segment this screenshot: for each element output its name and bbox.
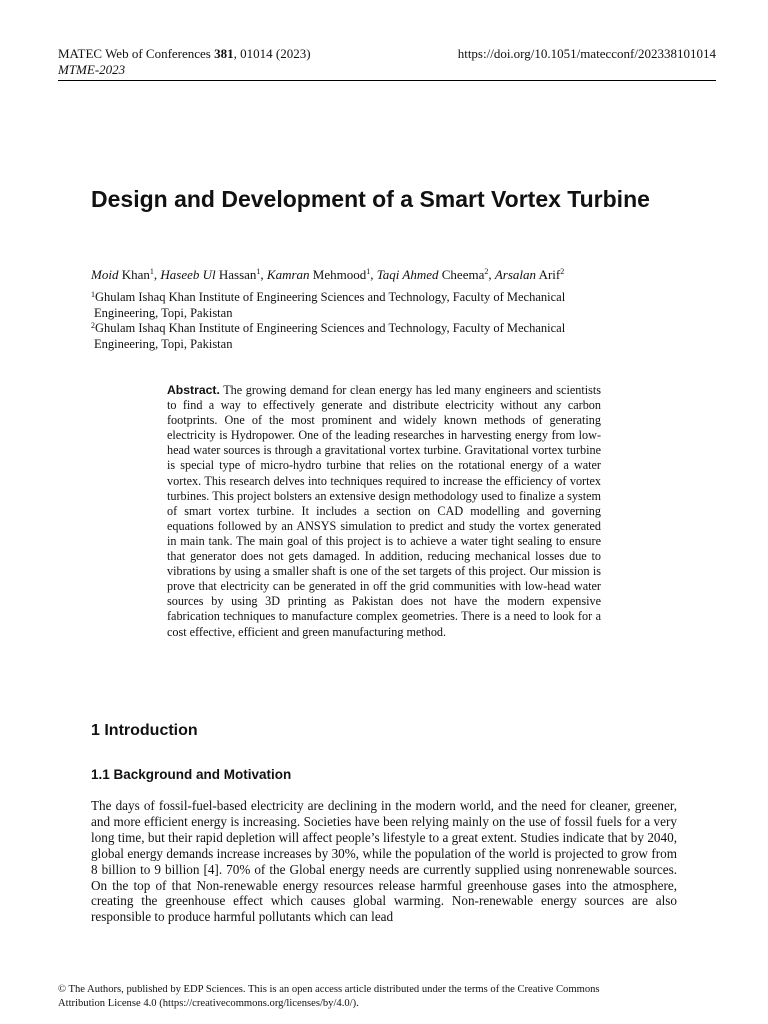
abstract-label: Abstract. bbox=[167, 383, 220, 397]
author-name: Moid Khan$^1$ bbox=[91, 267, 154, 282]
abstract-text: The growing demand for clean energy has led many engineers and scientists to find a way to effectively generate and distribute electricity without any carbon footprints. One of the most prominent and widely known methods of generating electricity is Hydropower. One of the leading researches in harvesting energy from low-head water sources is through a gravitational vortex turbine. Gravitational vortex turbine is special type of micro-hydro turbine that relies on the rotational energy of a water vortex. This research delves into techniques required to increase the efficiency of vortex turbines. This project bolsters an extensive design methodology used to finalize a system of smart vortex turbine. It includes a section on CAD modelling and governing equations followed by an ANSYS simulation to predict and study the vortex generated in main tank. The main goal of this project is to achieve a water tight sealing to ensure that generator does not gets damaged. In addition, reducing mechanical losses due to vibrations by using a smaller shaft is one of the set targets of this project. Our mission is prove that electricity can be generated in off the grid communities with low-head water sources by using 3D printing as Pakistan does not have the modern expensive fabrication techniques to manufacture complex geometries. There is a need to look for a cost effective, efficient and green manufacturing method. bbox=[167, 383, 601, 639]
conference-subtitle: MTME-2023 bbox=[58, 62, 126, 77]
paper-title: Design and Development of a Smart Vortex Turbine bbox=[91, 186, 650, 212]
section-heading: 1 Introduction bbox=[91, 722, 198, 739]
author-name: Arsalan Arif$^2$ bbox=[494, 267, 565, 282]
license-line: © The Authors, published by EDP Sciences. This is an open access article distributed under the terms of the Creative Commons bbox=[58, 984, 600, 995]
abstract bbox=[167, 383, 601, 640]
author-name: Haseeb Ul Hassan$^1$ bbox=[160, 267, 261, 282]
doi-link[interactable]: https://doi.org/10.1051/matecconf/202338101014 bbox=[457, 46, 716, 61]
conference-citation: MATEC Web of Conferences 381, 01014 (2023) bbox=[58, 46, 311, 61]
volume-number: 381 bbox=[214, 46, 234, 61]
affiliation: $^2$Ghulam Ishaq Khan Institute of Engineering Sciences and Technology, Faculty of Mechanical Engineering, Topi, Pakistan bbox=[91, 321, 566, 351]
running-header bbox=[58, 46, 716, 78]
license-footer bbox=[58, 983, 722, 1011]
affiliation-list bbox=[91, 290, 681, 352]
body-paragraph: The days of fossil-fuel-based electricity are declining in the modern world, and the need for cleaner, greener, and more efficient energy is increasing. Societies have been relying mainly on the use of fossil fuels for a very long time, but their rapid depletion will affect people’s lifestyle to a great extent. Studies indicate that by 2040, global energy demands increase increases by 30%, while the population of the world is projected to grow from 8 billion to 9 billion [4]. 70% of the Global energy needs are currently supplied using nonrenewable sources. On the top of that Non-renewable energy resources release harmful greenhouse gases into the atmosphere, creating the greenhouse effect which causes global warming. Non-renewable energy sources are also responsible to produce harmful pollutants which can lead bbox=[91, 798, 677, 925]
header-divider bbox=[58, 80, 716, 81]
subsection-heading: 1.1 Background and Motivation bbox=[91, 767, 292, 782]
license-url-line[interactable]: Attribution License 4.0 (https://creativecommons.org/licenses/by/4.0/). bbox=[58, 998, 359, 1009]
author-name: Kamran Mehmood$^1$ bbox=[266, 267, 371, 282]
author-name: Taqi Ahmed Cheema$^2$ bbox=[376, 267, 489, 282]
affiliation: $^1$Ghulam Ishaq Khan Institute of Engineering Sciences and Technology, Faculty of Mechanical Engineering, Topi, Pakistan bbox=[91, 290, 566, 320]
author-list: Moid Khan$^1$, Haseeb Ul Hassan$^1$, Kamran Mehmood$^1$, Taqi Ahmed Cheema$^2$, Arsalan Arif$^2$ bbox=[91, 267, 565, 282]
